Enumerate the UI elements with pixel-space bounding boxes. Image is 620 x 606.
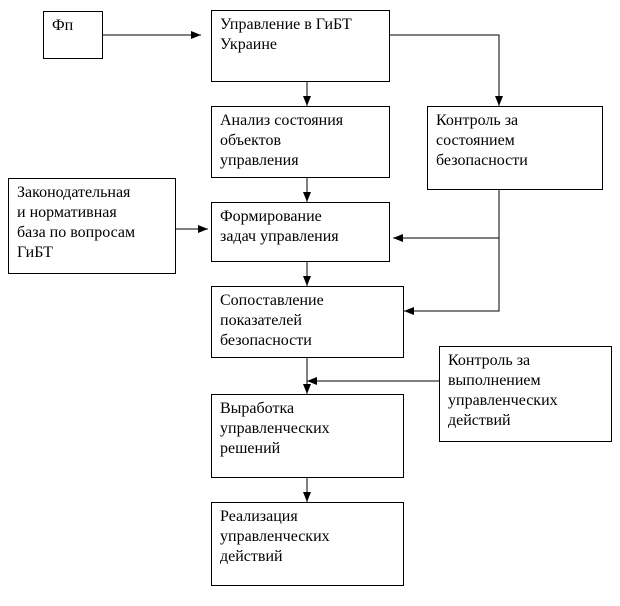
arrow-management-to-safety-control [390,35,499,106]
node-execution-control-line-1: Контроль за [448,352,531,369]
node-decisions [211,394,404,478]
node-analysis-line-2: объектов [220,132,282,149]
node-decisions-line-3: решений [220,440,281,457]
node-analysis [211,106,390,178]
node-implementation-line-3: действий [220,548,283,565]
node-safety-control-line-2: состоянием [436,132,515,149]
node-execution-control [439,346,612,442]
node-safety-control [427,106,603,190]
node-legal-base-line-2: и нормативная [17,204,117,221]
node-task-formation [211,202,390,262]
node-management-line-1: Управление в ГиБТ [220,16,352,33]
node-execution-control-line-3: управленческих [448,392,558,409]
node-legal-base-line-3: база по вопросам [17,224,136,241]
node-implementation-line-2: управленческих [220,528,330,545]
node-legal-base [8,178,176,274]
node-comparison-line-2: показателей [220,312,302,329]
node-legal-base-line-1: Законодательная [17,184,131,201]
node-analysis-line-1: Анализ состояния [220,112,344,129]
node-implementation-line-1: Реализация [220,508,298,525]
node-safety-control-line-3: безопасности [436,152,528,169]
node-implementation [211,502,404,586]
node-decisions-line-2: управленческих [220,420,330,437]
node-decisions-line-1: Выработка [220,400,295,417]
node-task-formation-line-2: задач управления [220,228,339,245]
node-fp [43,11,103,59]
node-management-line-2: Украине [220,36,278,53]
node-comparison-line-1: Сопоставление [220,292,324,309]
node-execution-control-line-4: действий [448,412,511,429]
arrow-safety-control-to-task-formation [393,190,499,238]
node-legal-base-line-4: ГиБТ [17,244,53,261]
node-execution-control-line-2: выполнением [448,372,541,389]
node-comparison-line-3: безопасности [220,332,312,349]
arrow-safety-control-to-comparison [404,238,499,311]
node-safety-control-line-1: Контроль за [436,112,519,129]
node-comparison [211,286,404,358]
node-management [211,10,390,82]
node-task-formation-line-1: Формирование [220,208,322,225]
node-fp-line-1: Фп [52,17,74,34]
node-analysis-line-3: управления [220,152,299,169]
